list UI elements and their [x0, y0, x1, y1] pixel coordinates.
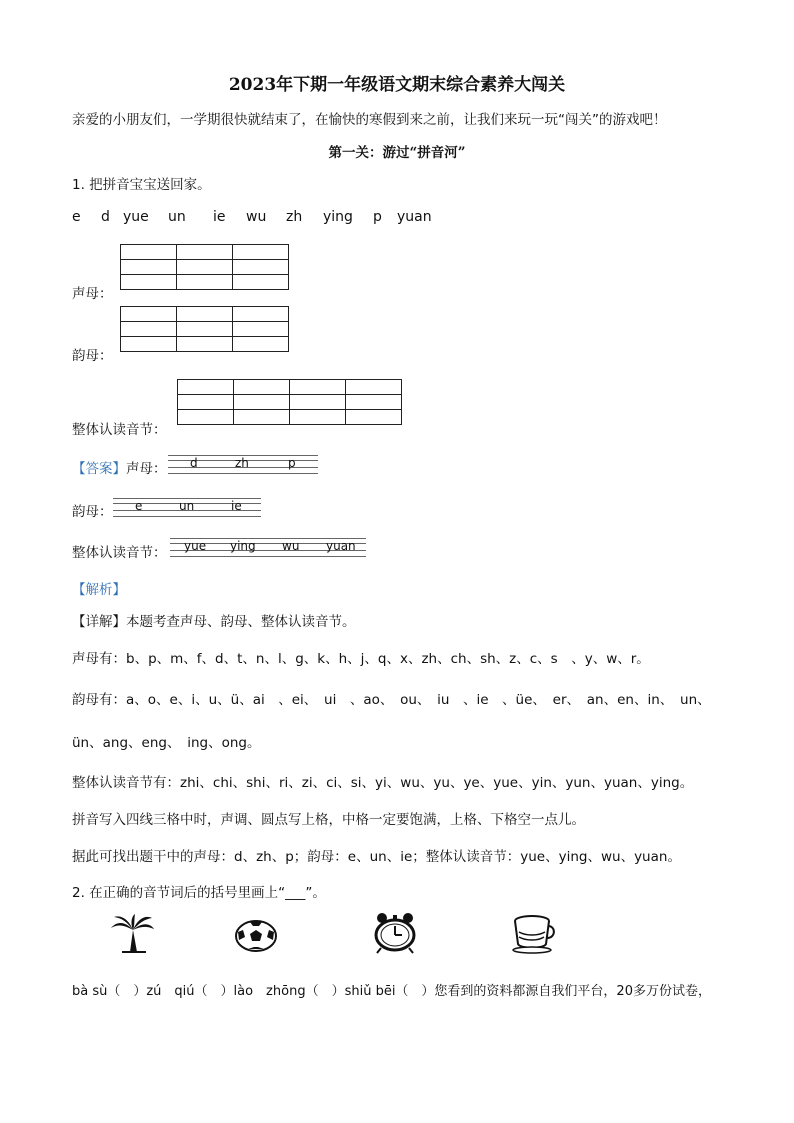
- answer-shengmu-item: zh: [235, 456, 249, 470]
- answer-zhengti-lines: [170, 538, 366, 556]
- answer-yunmu-item: un: [179, 499, 195, 513]
- answer-zhengti-item: ying: [230, 539, 256, 553]
- answer-tag: 【答案】: [72, 461, 126, 477]
- answer-zhengti-label: 整体认读音节：: [72, 545, 167, 561]
- palm-tree-icon: [108, 912, 156, 954]
- answer-shengmu-item: d: [190, 456, 198, 470]
- pinyin-item: p: [373, 209, 382, 225]
- writing-rule: 拼音写入四线三格中时，声调、圆点写上格，中格一定要饱满，上格、下格空一点儿。: [72, 812, 585, 828]
- stage-heading: 第一关：游过“拼音河”: [328, 145, 466, 161]
- pinyin-item: e: [72, 209, 81, 225]
- zhengti-label: 整体认读音节：: [72, 422, 167, 438]
- shengmu-label: 声母：: [72, 286, 113, 302]
- pinyin-item: d: [101, 209, 110, 225]
- zhengti-grid[interactable]: [177, 379, 402, 425]
- shengmu-grid[interactable]: [120, 244, 289, 290]
- detail-text: 【详解】本题考查声母、韵母、整体认读音节。: [72, 614, 356, 630]
- answer-shengmu-item: p: [288, 456, 296, 470]
- zhengti-list: 整体认读音节有：zhi、chi、shi、ri、zi、ci、si、yi、wu、yu、ye、yue、yin、yun、yuan、ying。: [72, 775, 694, 791]
- answer-zhengti-item: yuan: [326, 539, 356, 553]
- answer-shengmu-line: [72, 457, 167, 477]
- yunmu-grid[interactable]: [120, 306, 289, 352]
- answer-shengmu-label: 声母：: [126, 461, 167, 477]
- pinyin-item: ie: [213, 209, 226, 225]
- intro-text: 亲爱的小朋友们，一学期很快就结束了，在愉快的寒假到来之前，让我们来玩一玩“闯关”的游戏吧！: [72, 112, 667, 128]
- alarm-clock-icon: [371, 910, 419, 954]
- teacup-icon: [512, 914, 556, 954]
- answer-yunmu-item: e: [135, 499, 143, 513]
- yunmu-list-line1: 韵母有：a、o、e、i、u、ü、ai 、ei、 ui 、ao、 ou、 iu 、ie 、üe、 er、 an、en、in、 un、: [72, 692, 711, 708]
- yunmu-label: 韵母：: [72, 348, 113, 364]
- answer-yunmu-item: ie: [231, 499, 242, 513]
- question-1: 1. 把拼音宝宝送回家。: [72, 177, 211, 193]
- answer-zhengti-item: yue: [184, 539, 207, 553]
- pinyin-item: un: [168, 209, 186, 225]
- yunmu-list-line2: ün、ang、eng、 ing、ong。: [72, 735, 261, 751]
- pinyin-item: yue: [123, 209, 149, 225]
- pinyin-item: yuan: [397, 209, 432, 225]
- answer-yunmu-label: 韵母：: [72, 504, 113, 520]
- answer-yunmu-lines: [113, 498, 261, 516]
- page-title: 2023年下期一年级语文期末综合素养大闯关: [228, 75, 566, 95]
- analysis-tag: 【解析】: [72, 582, 126, 598]
- pinyin-item: zh: [286, 209, 303, 225]
- pinyin-item: ying: [323, 209, 353, 225]
- shengmu-list: 声母有：b、p、m、f、d、t、n、l、g、k、h、j、q、x、zh、ch、sh、z、c、s 、y、w、r。: [72, 651, 650, 667]
- answer-zhengti-item: wu: [282, 539, 300, 553]
- question-2: 2. 在正确的音节词后的括号里画上“___”。: [72, 885, 326, 901]
- answer-shengmu-lines: [168, 455, 318, 473]
- question-2-options: bà sù（ ）zú qiú（ ）lào zhōng（ ）shiǔ bēi（ ）您看到的资料都源自我们平台，20多万份试卷，: [72, 984, 711, 999]
- conclusion-text: 据此可找出题干中的声母：d、zh、p；韵母：e、un、ie；整体认读音节：yue、ying、wu、yuan。: [72, 849, 681, 865]
- soccer-ball-icon: [234, 919, 278, 953]
- pinyin-item: wu: [246, 209, 267, 225]
